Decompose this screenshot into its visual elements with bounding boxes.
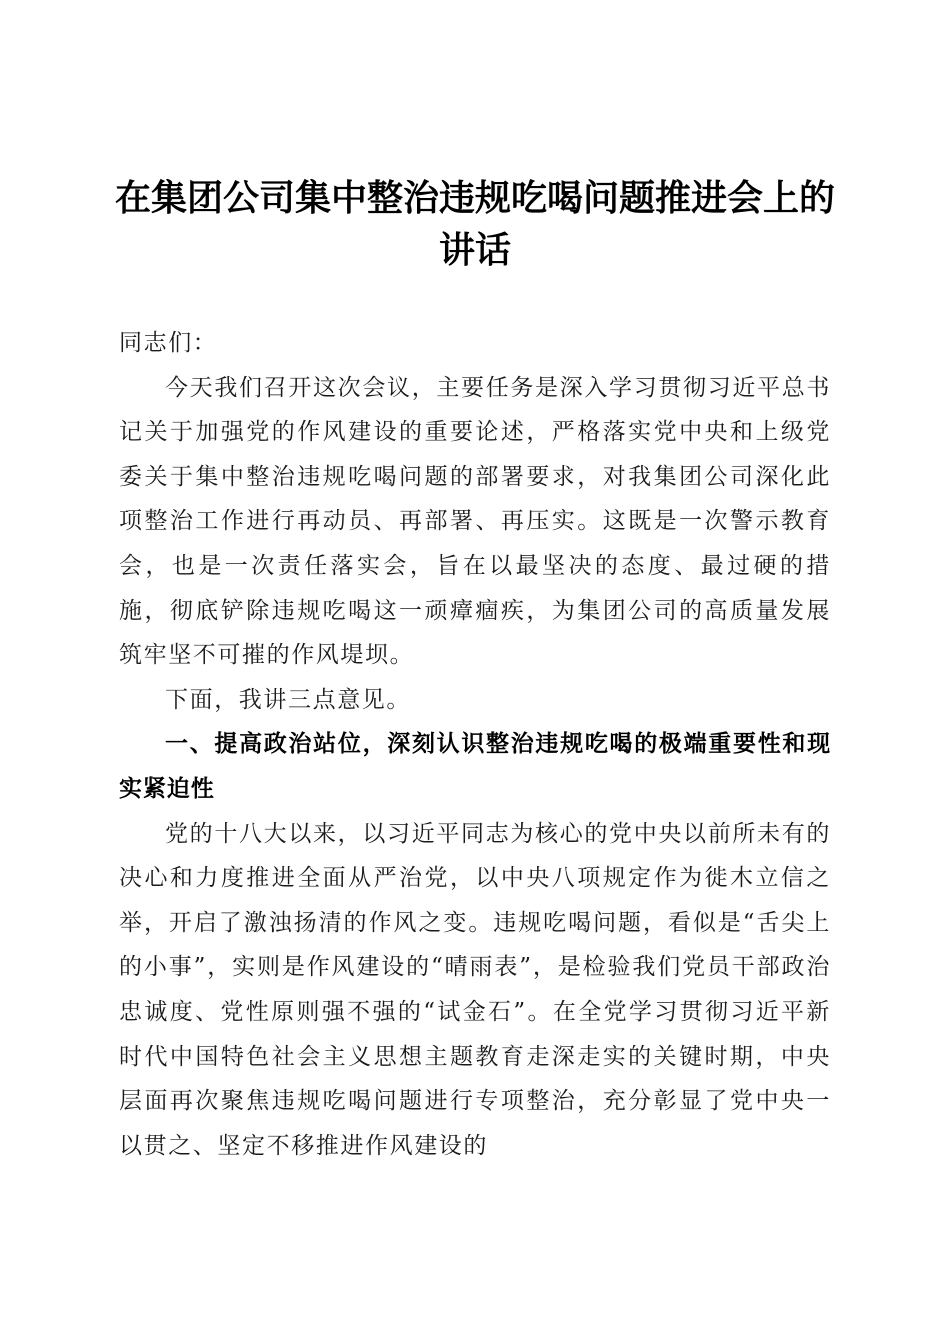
paragraph-section-1: 党的十八大以来，以习近平同志为核心的党中央以前所未有的决心和力度推进全面从严治党，以中央八项规定作为徙木立信之举，开启了激浊扬清的作风之变。违规吃喝问题，看似是“舌尖上的小事”，实则是作风建设的“晴雨表”，是检验我们党员干部政治忠诚度、党性原则强不强的“试金石”。在全党学习贯彻习近平新时代中国特色社会主义思想主题教育走深走实的关键时期，中央层面再次聚焦违规吃喝问题进行专项整治，充分彰显了党中央一以贯之、坚定不移推进作风建设的 xyxy=(119,820,831,1159)
salutation: 同志们： xyxy=(119,330,218,356)
document-body xyxy=(119,321,831,1168)
paragraph-intro: 今天我们召开这次会议，主要任务是深入学习贯彻习近平总书记关于加强党的作风建设的重要论述，严格落实党中央和上级党委关于集中整治违规吃喝问题的部署要求，对我集团公司深化此项整治工作进行再动员、再部署、再压实。这既是一次警示教育会，也是一次责任落实会，旨在以最坚决的态度、最过硬的措施，彻底铲除违规吃喝这一顽瘴痼疾，为集团公司的高质量发展筑牢坚不可摧的作风堤坝。 xyxy=(119,374,831,669)
paragraph-outline: 下面，我讲三点意见。 xyxy=(165,686,411,713)
document-title: 在集团公司集中整治违规吃喝问题推进会上的讲话 xyxy=(114,177,835,271)
section-heading-1: 一、提高政治站位，深刻认识整治违规吃喝的极端重要性和现实紧迫性 xyxy=(119,731,831,802)
